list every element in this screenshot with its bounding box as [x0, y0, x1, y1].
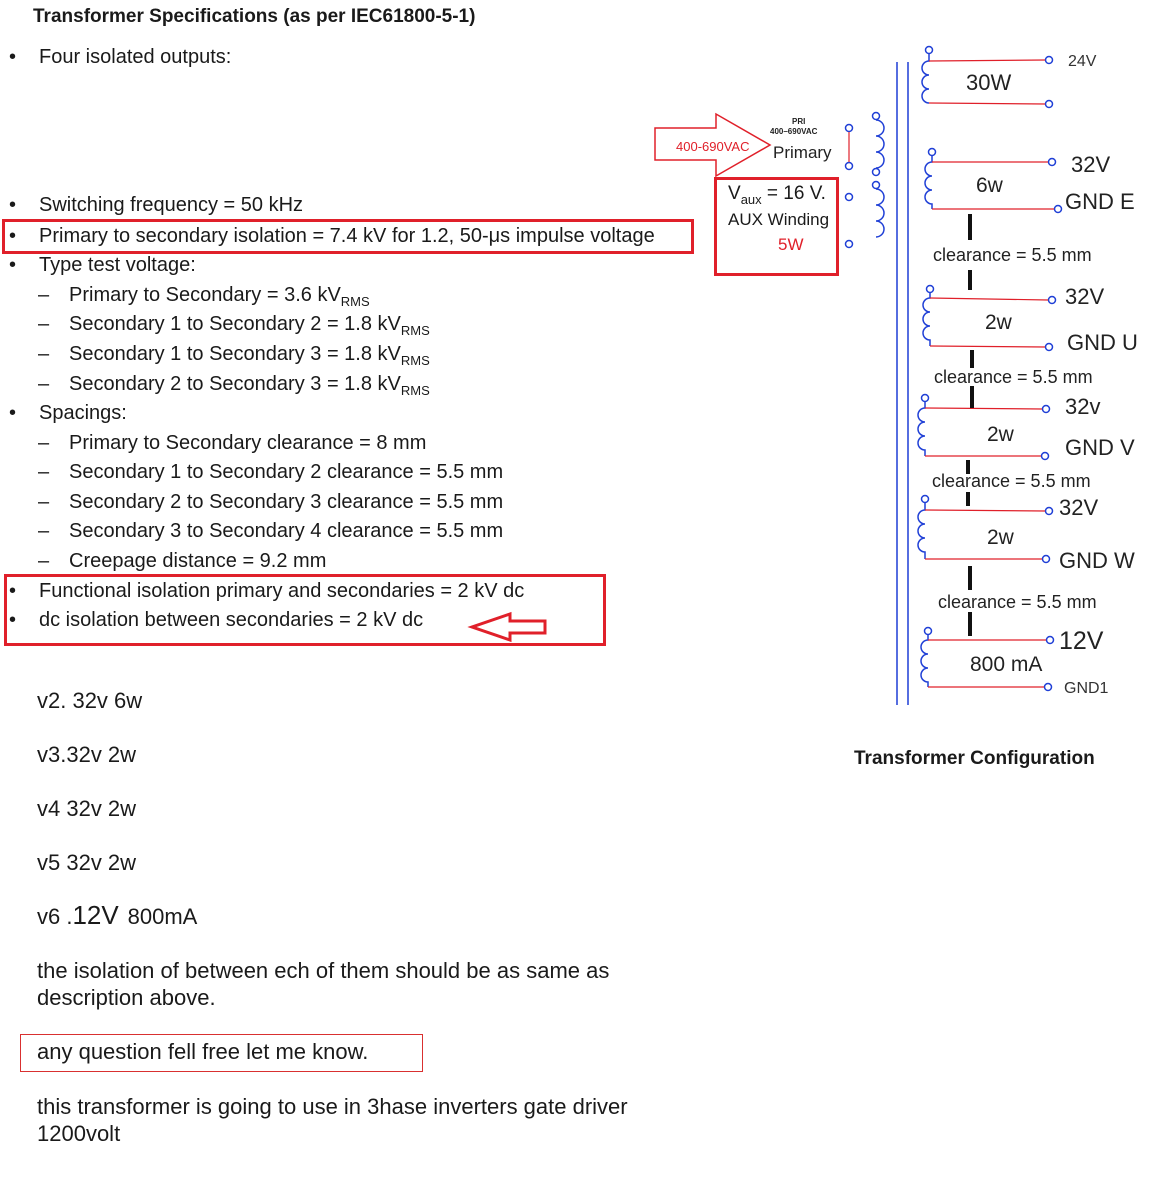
bullet: •: [9, 225, 17, 247]
w2-power: 6w: [976, 174, 1003, 197]
dash: –: [38, 343, 50, 365]
four-outputs-text: Four isolated outputs:: [39, 46, 232, 68]
note-v3: v3.32v 2w: [37, 742, 137, 767]
type-test-heading: Type test voltage:: [39, 254, 196, 276]
test-item: Secondary 2 to Secondary 3 = 1.8 $kV_{RMS}$: [69, 373, 430, 398]
aux-power-label: 5W: [778, 235, 804, 254]
w4-gnd: GND V: [1065, 435, 1135, 460]
clearance-label: clearance = 5.5 mm: [934, 367, 1093, 387]
isolation-text: Primary to secondary isolation = 7.4 kV for 1.2, 50-μs impulse voltage: [39, 225, 655, 247]
spacings-heading: Spacings:: [39, 402, 127, 424]
aux-winding-label: AUX Winding: [728, 210, 830, 229]
dash: –: [38, 284, 50, 306]
bullet: •: [9, 609, 17, 631]
w3-gnd: GND U: [1067, 330, 1138, 355]
dash: –: [38, 491, 50, 513]
dash: –: [38, 461, 50, 483]
note-isolation-2: description above.: [37, 985, 216, 1010]
vaux-label: $V_{aux} = 16$ V.: [728, 183, 826, 207]
spacing-item: Secondary 2 to Secondary 3 clearance = 5.5 mm: [69, 491, 504, 513]
spacing-item: Secondary 3 to Secondary 4 clearance = 5.5 mm: [69, 520, 504, 542]
w4-power: 2w: [987, 423, 1014, 446]
dash: –: [38, 550, 50, 572]
note-v6: v6 .12V 800mA: [37, 900, 198, 930]
note-v4: v4 32v 2w: [37, 796, 137, 821]
note-v5: v5 32v 2w: [37, 850, 137, 875]
switching-frequency-text: Switching frequency = 50 kHz: [39, 194, 304, 216]
functional-isolation-text: Functional isolation primary and secondaries = 2 kV dc: [39, 580, 525, 602]
w4-voltage: 32v: [1065, 394, 1101, 419]
w5-power: 2w: [987, 526, 1014, 549]
spacing-item: Primary to Secondary clearance = 8 mm: [69, 432, 427, 454]
clearance-label: clearance = 5.5 mm: [933, 245, 1092, 265]
aux-coil: [846, 182, 885, 248]
primary-coil: [846, 113, 885, 176]
test-item: Secondary 1 to Secondary 3 = 1.8 $kV_{RMS}$: [69, 343, 430, 368]
dc-isolation-text: dc isolation between secondaries = 2 kV dc: [39, 609, 424, 631]
w5-voltage: 32V: [1059, 495, 1099, 520]
w1-power: 30W: [966, 70, 1012, 95]
spec-title: Transformer Specifications (as per IEC61800-5-1): [33, 6, 476, 27]
dash: –: [38, 432, 50, 454]
pri-tag: PRI: [792, 117, 806, 126]
winding-2w-w-coil: [918, 496, 1053, 563]
input-voltage-label: 400-690VAC: [676, 139, 750, 154]
test-item: Primary to Secondary = 3.6 $kV_{RMS}$: [69, 284, 370, 309]
primary-label: Primary: [773, 143, 832, 162]
w6-power: 800 mA: [970, 653, 1043, 676]
pointer-arrow-left: [472, 614, 545, 640]
clearance-separators: [968, 214, 972, 636]
clearance-label: clearance = 5.5 mm: [932, 471, 1091, 491]
winding-2w-v-coil: [918, 395, 1050, 460]
w6-voltage: 12V: [1059, 627, 1104, 655]
bullet: •: [9, 580, 17, 602]
w5-gnd: GND W: [1059, 548, 1135, 573]
dash: –: [38, 373, 50, 395]
spacing-item: Creepage distance = 9.2 mm: [69, 550, 327, 572]
note-isolation-1: the isolation of between ech of them should be as same as: [37, 958, 610, 983]
note-question: any question fell free let me know.: [37, 1039, 369, 1064]
test-item: Secondary 1 to Secondary 2 = 1.8 $kV_{RMS}$: [69, 313, 430, 338]
dash: –: [38, 313, 50, 335]
w2-gnd: GND E: [1065, 189, 1135, 214]
w6-gnd: GND1: [1064, 680, 1109, 697]
note-v2: v2. 32v 6w: [37, 688, 143, 713]
w3-power: 2w: [985, 311, 1012, 334]
bullet: •: [9, 46, 17, 68]
clearance-label: clearance = 5.5 mm: [938, 592, 1097, 612]
bullet: •: [9, 254, 17, 276]
w3-voltage: 32V: [1065, 284, 1105, 309]
note-usage-2: 1200volt: [37, 1121, 121, 1146]
pri-range: 400–690VAC: [770, 127, 818, 136]
w1-voltage: 24V: [1068, 53, 1097, 70]
w2-voltage: 32V: [1071, 152, 1111, 177]
note-usage-1: this transformer is going to use in 3hase inverters gate driver: [37, 1094, 628, 1119]
spacing-item: Secondary 1 to Secondary 2 clearance = 5.5 mm: [69, 461, 504, 483]
bullet: •: [9, 194, 17, 216]
dash: –: [38, 520, 50, 542]
bullet: •: [9, 402, 17, 424]
diagram-caption: Transformer Configuration: [854, 748, 1095, 769]
